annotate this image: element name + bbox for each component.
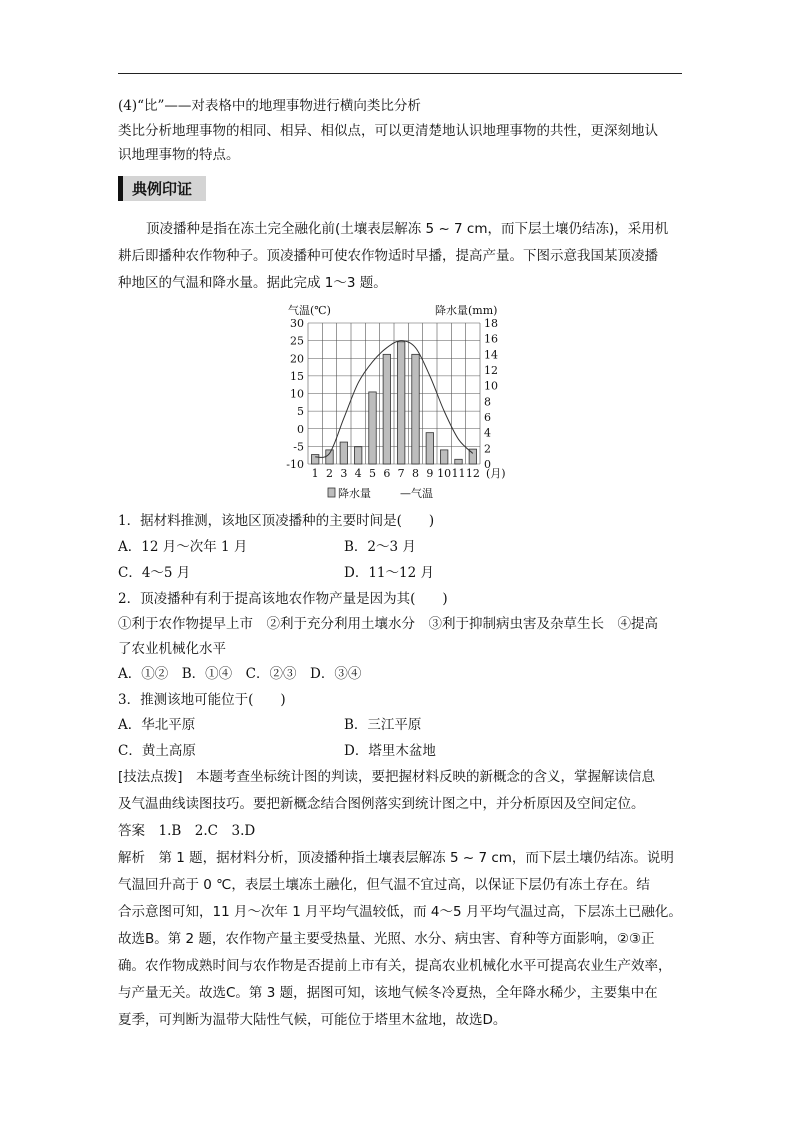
q3-option-d: D．塔里木盆地 bbox=[344, 743, 436, 759]
precip-bar bbox=[397, 342, 404, 464]
tip-line: [技法点拨] 本题考查坐标统计图的判读，要把握材料反映的新概念的含义，掌握解读信息 bbox=[118, 769, 656, 785]
section4-body-line: 识地理事物的特点。 bbox=[118, 147, 240, 163]
section-header-label: 典例印证 bbox=[132, 180, 193, 198]
section-header-bar bbox=[118, 176, 123, 201]
x-axis-unit: (月) bbox=[486, 467, 506, 480]
q2-statements: ①利于农作物提早上市 ②利于充分利用土壤水分 ③利于抑制病虫害及杂草生长 ④提高 bbox=[118, 616, 658, 632]
answer: 答案 1.B 2.C 3.D bbox=[118, 823, 256, 839]
q2-options: A．①② B．①④ C．②③ D．③④ bbox=[118, 666, 362, 682]
right-tick-label: 8 bbox=[484, 395, 491, 409]
analysis-line: 确。农作物成熟时间与农作物是否提前上市有关，提高农业机械化水平可提高农业生产效率， bbox=[118, 958, 672, 974]
q2-statements: 了农业机械化水平 bbox=[118, 641, 226, 657]
month-tick-label: 5 bbox=[369, 467, 376, 480]
legend-temp-label: —气温 bbox=[400, 487, 433, 500]
precip-bar bbox=[383, 354, 390, 464]
precip-bar bbox=[354, 447, 361, 464]
month-tick-label: 8 bbox=[412, 467, 419, 480]
left-tick-label: 25 bbox=[290, 334, 304, 348]
left-tick-label: -10 bbox=[286, 458, 304, 471]
q3-option-a: A．华北平原 bbox=[118, 717, 196, 733]
precip-bar bbox=[326, 450, 333, 464]
q3-stem: 3．推测该地可能位于( ) bbox=[118, 692, 286, 708]
legend-precip-label: 降水量 bbox=[338, 487, 371, 500]
right-tick-label: 12 bbox=[484, 364, 498, 377]
analysis-line: 解析 第 1 题，据材料分析，顶凌播种指土壤表层解冻 5 ~ 7 cm，而下层土壤仍结冻。说明 bbox=[118, 850, 674, 866]
precip-bar bbox=[311, 455, 318, 464]
month-tick-label: 12 bbox=[465, 467, 480, 480]
right-tick-label: 14 bbox=[484, 348, 498, 362]
q1-stem: 1．据材料推测，该地区顶凌播种的主要时间是( ) bbox=[118, 513, 435, 529]
precip-bar bbox=[412, 354, 419, 464]
right-tick-label: 0 bbox=[484, 458, 491, 471]
precip-bar bbox=[369, 392, 376, 464]
left-axis-label: 气温(℃) bbox=[288, 304, 331, 317]
section4-title: (4)“比”——对表格中的地理事物进行横向类比分析 bbox=[118, 98, 421, 114]
precip-bar bbox=[340, 442, 347, 464]
month-tick-label: 11 bbox=[451, 467, 466, 480]
section-header bbox=[118, 176, 206, 201]
analysis-line: 故选B。第 2 题，农作物产量主要受热量、光照、水分、病虫害、育种等方面影响，②③正 bbox=[118, 931, 655, 947]
intro-line: 种地区的气温和降水量。据此完成 1～3 题。 bbox=[118, 275, 387, 291]
month-tick-label: 9 bbox=[426, 467, 434, 480]
right-tick-label: 6 bbox=[484, 411, 491, 424]
q2-stem: 2．顶凌播种有利于提高该地农作物产量是因为其( ) bbox=[118, 591, 448, 607]
left-tick-label: 30 bbox=[290, 317, 304, 330]
right-tick-label: 2 bbox=[484, 442, 491, 456]
intro-line: 顶凌播种是指在冻土完全融化前(土壤表层解冻 5 ~ 7 cm，而下层土壤仍结冻)，采用机 bbox=[146, 221, 669, 237]
left-tick-label: 10 bbox=[290, 387, 304, 401]
header-rule bbox=[118, 73, 682, 74]
month-tick-label: 1 bbox=[311, 467, 319, 480]
month-tick-label: 2 bbox=[326, 467, 333, 480]
section4-body-line: 类比分析地理事物的相同、相异、相似点，可以更清楚地认识地理事物的共性，更深刻地认 bbox=[118, 123, 658, 139]
q3-option-b: B．三江平原 bbox=[344, 717, 422, 733]
right-tick-label: 18 bbox=[484, 317, 498, 330]
left-tick-label: -5 bbox=[293, 440, 304, 454]
month-tick-label: 10 bbox=[437, 467, 452, 480]
right-tick-label: 10 bbox=[484, 379, 498, 393]
month-tick-label: 4 bbox=[354, 467, 362, 480]
climate-chart bbox=[270, 298, 540, 503]
left-tick-label: 0 bbox=[297, 422, 304, 436]
month-tick-label: 6 bbox=[383, 467, 391, 480]
analysis-line: 与产量无关。故选C。第 3 题，据图可知，该地气候冬冷夏热，全年降水稀少，主要集中在 bbox=[118, 985, 658, 1001]
q3-option-c: C．黄土高原 bbox=[118, 743, 196, 759]
left-tick-label: 15 bbox=[290, 369, 304, 383]
precip-bar bbox=[440, 450, 447, 464]
precip-bar bbox=[455, 459, 462, 464]
tip-line: 及气温曲线读图技巧。要把新概念结合图例落实到统计图之中，并分析原因及空间定位。 bbox=[118, 796, 645, 812]
analysis-line: 夏季，可判断为温带大陆性气候，可能位于塔里木盆地，故选D。 bbox=[118, 1012, 507, 1028]
q1-option-d: D．11～12 月 bbox=[344, 565, 434, 581]
right-axis-label: 降水量(mm) bbox=[435, 304, 498, 317]
q1-option-a: A．12 月～次年 1 月 bbox=[118, 539, 248, 555]
left-tick-label: 5 bbox=[297, 405, 304, 419]
q1-option-b: B．2～3 月 bbox=[344, 539, 416, 555]
chart-grid bbox=[308, 323, 480, 464]
precip-bar bbox=[426, 433, 433, 464]
q1-option-c: C．4～5 月 bbox=[118, 565, 191, 581]
month-tick-label: 3 bbox=[340, 467, 348, 480]
analysis-line: 合示意图可知，11 月～次年 1 月平均气温较低，而 4～5 月平均气温过高，下层冻土已融化。 bbox=[118, 904, 682, 920]
legend-precip-swatch bbox=[328, 488, 335, 497]
month-tick-label: 7 bbox=[397, 467, 405, 480]
right-tick-label: 4 bbox=[484, 426, 491, 440]
analysis-line: 气温回升高于 0 ℃，表层土壤冻土融化，但气温不宜过高，以保证下层仍有冻土存在。结 bbox=[118, 877, 650, 893]
intro-line: 耕后即播种农作物种子。顶凌播种可使农作物适时早播，提高产量。下图示意我国某顶凌播 bbox=[118, 248, 658, 264]
right-tick-label: 16 bbox=[484, 332, 498, 346]
left-tick-label: 20 bbox=[290, 352, 304, 366]
